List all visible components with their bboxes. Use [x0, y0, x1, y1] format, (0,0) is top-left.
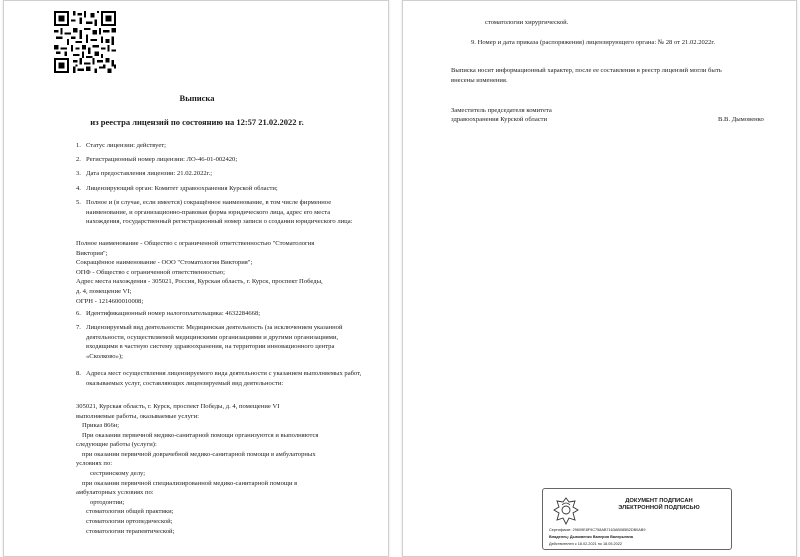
order-line: Приказ 866н;: [82, 422, 120, 429]
stamp-certificate: Сертификат: 29609E8F9C758AB7163AB085B2DB0AB9: [549, 528, 646, 532]
note-line: внесены изменения.: [451, 77, 508, 84]
order-line: амбулаторных условиях по:: [76, 489, 154, 497]
order-line: ортодонтии;: [90, 498, 125, 506]
document-page-2: [402, 0, 797, 557]
item-number: 1.: [76, 142, 81, 149]
services-block: [76, 421, 376, 536]
order-line: стоматологии ортопедической;: [86, 517, 173, 525]
item-text: Статус лицензии: действует;: [86, 142, 166, 149]
list-item: [76, 323, 366, 361]
signer-name: В.В. Дымовенко: [718, 116, 764, 123]
document-title: Выписка: [179, 93, 215, 103]
entity-line: ОПФ - Общество с ограниченной ответственностью;: [76, 268, 225, 276]
item-number: 6.: [76, 310, 81, 317]
address-block: [76, 402, 376, 421]
note-line: Выписка носит информационный характер, после ее составления в реестр лицензий могли быть: [451, 67, 722, 74]
stamp-validity: Действителен с 18.02.2021 по 18.05.2022: [549, 542, 622, 546]
order-line: условиях по:: [76, 460, 113, 468]
entity-line: Виктория";: [76, 249, 108, 257]
list-item: [76, 198, 366, 227]
item-number: 3.: [76, 170, 81, 177]
stamp-title-line: ДОКУМЕНТ ПОДПИСАН: [625, 498, 693, 504]
item-text: Идентификационный номер налогоплательщика: 4632284668;: [86, 310, 261, 317]
address-line: выполняемые работы, оказываемые услуги:: [76, 412, 199, 420]
item-number: 5.: [76, 199, 81, 206]
signer-title-line: здравоохранения Курской области: [451, 116, 548, 123]
entity-line: Полное наименование - Общество с ограниченной ответственностью "Стоматология: [76, 240, 315, 247]
item-number: 7.: [76, 324, 81, 331]
item-text: Лицензирующий орган: Комитет здравоохранения Курской области;: [86, 185, 278, 192]
item-text: Дата предоставления лицензии: 21.02.2022г.;: [86, 170, 213, 177]
list-item: [76, 141, 366, 151]
item-text: Лицензируемый вид деятельности: Медицинская деятельность (за исключением указанной деятельности, осуществляемой медицинскими организациями и другими организациями, входящими в частную систему здравоохранения, на территории инновационного центра «Сколково»);: [86, 324, 343, 360]
item-text: Полное и (в случае, если имеется) сокращённое наименование, в том числе фирменное наименование, и организационно-правовая форма юридического лица, адрес его места нахождения, государственный регистрационный номер записи о создании юридического лица:: [86, 199, 353, 225]
stamp-title-line: ЭЛЕКТРОННОЙ ПОДПИСЬЮ: [618, 505, 700, 511]
order-line: следующие работы (услуги):: [76, 441, 157, 449]
order-line: стоматологии терапевтической;: [86, 527, 175, 535]
signer-title-line: Заместитель председателя комитета: [451, 107, 552, 114]
electronic-signature-stamp: [542, 488, 732, 550]
list-item: [76, 309, 366, 319]
list-item: [76, 184, 366, 194]
order-line: стоматологии общей практики;: [86, 508, 174, 516]
entity-line: ОГРН - 1214600010008;: [76, 297, 144, 305]
entity-line: Адрес места нахождения - 305021, Россия, Курская область, г. Курск, проспект Победы,: [76, 278, 323, 286]
entity-line: д. 4, помещение VI;: [76, 287, 132, 295]
list-item: [76, 369, 366, 388]
item-number: 4.: [76, 185, 81, 192]
list-item: 9. Номер и дата приказа (распоряжения) лицензирующего органа: № 28 от 21.02.2022г.: [471, 39, 716, 46]
order-line: при оказании первичной специализированной медико-санитарной помощи в: [82, 479, 298, 487]
order-line: при оказании первичной доврачебной медико-санитарной помощи в амбулаторных: [82, 450, 316, 458]
entity-line: Сокращённое наименование - ООО "Стоматология Виктория";: [76, 259, 253, 267]
stamp-owner: Владелец: Дымовенко Валерия Валерьевна: [549, 535, 633, 539]
order-line: сестринскому делу;: [90, 469, 146, 477]
address-line: 305021, Курская область, г. Курск, проспект Победы, д. 4, помещение VI: [76, 403, 280, 410]
order-line: При оказании первичной медико-санитарной помощи организуются и выполняются: [82, 431, 319, 439]
continued-line: стоматологии хирургической.: [485, 19, 569, 26]
document-page-1: [3, 0, 389, 557]
coat-of-arms-icon: [551, 495, 581, 527]
entity-block: [76, 239, 376, 306]
item-text: Регистрационный номер лицензии: ЛО-46-01-002420;: [86, 156, 238, 163]
list-item: [76, 169, 366, 179]
item-number: 8.: [76, 370, 81, 377]
document-subtitle: из реестра лицензий по состоянию на 12:57 21.02.2022 г.: [90, 117, 304, 127]
item-text: Адреса мест осуществления лицензируемого вида деятельности с указанием выполняемых работ, оказываемых услуг, составляющих лицензируемый вид деятельности:: [86, 370, 362, 387]
list-item: [76, 155, 366, 165]
item-number: 2.: [76, 156, 81, 163]
stamp-title: [591, 498, 727, 512]
qr-code-icon: [54, 11, 116, 73]
